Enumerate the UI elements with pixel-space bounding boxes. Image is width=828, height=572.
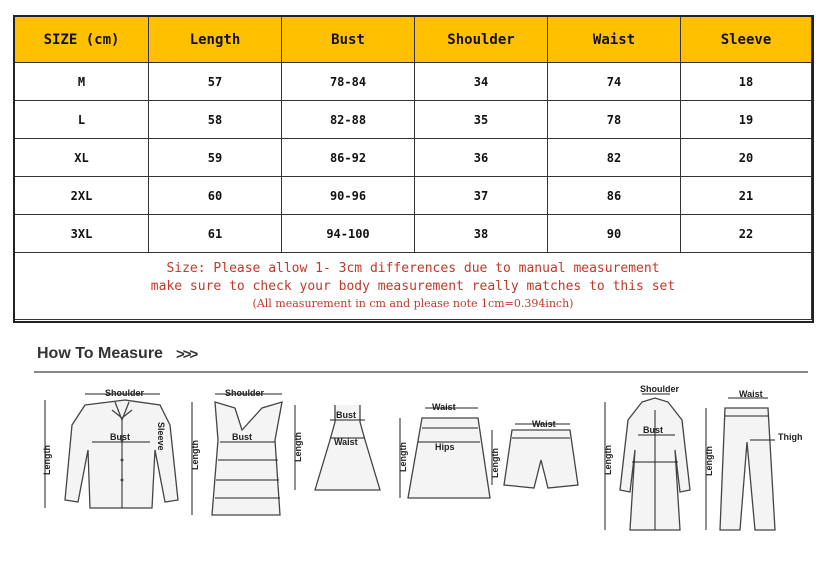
- table-row: [15, 177, 812, 215]
- length-label: Length: [603, 445, 613, 475]
- note-line-1: Size: Please allow 1- 3cm differences due to manual measurement: [166, 261, 660, 276]
- sleeveless-top-figure: [190, 388, 282, 515]
- cell-length: 57: [149, 63, 282, 101]
- cell-waist: 90: [548, 215, 681, 253]
- bust-label: Bust: [643, 425, 663, 435]
- cell-waist: 82: [548, 139, 681, 177]
- cell-shoulder: 35: [415, 101, 548, 139]
- cell-shoulder: 38: [415, 215, 548, 253]
- cell-bust: 86-92: [282, 139, 415, 177]
- how-to-measure-figures: [30, 380, 820, 550]
- shorts-figure: [490, 419, 578, 488]
- size-chart-table: [14, 16, 812, 320]
- header-sleeve: Sleeve: [681, 17, 812, 63]
- length-label: Length: [398, 442, 408, 472]
- note-line-2: make sure to check your body measurement really matches to this set: [150, 279, 676, 294]
- cell-sleeve: 18: [681, 63, 812, 101]
- cell-size: L: [15, 101, 149, 139]
- cell-bust: 82-88: [282, 101, 415, 139]
- table-row: [15, 215, 812, 253]
- length-label: Length: [490, 448, 500, 478]
- hips-label: Hips: [435, 442, 455, 452]
- how-to-measure-title: How To Measure: [37, 345, 163, 362]
- header-bust: Bust: [282, 17, 415, 63]
- header-shoulder: Shoulder: [415, 17, 548, 63]
- waist-label: Waist: [334, 437, 358, 447]
- bust-label: Bust: [110, 432, 130, 442]
- length-label: Length: [704, 446, 714, 476]
- arrows-icon: >>>: [176, 346, 197, 363]
- length-label: Length: [42, 445, 52, 475]
- header-length: Length: [149, 17, 282, 63]
- sleeve-label: Sleeve: [156, 422, 166, 451]
- cell-bust: 94-100: [282, 215, 415, 253]
- length-label: Length: [190, 440, 200, 470]
- cell-sleeve: 21: [681, 177, 812, 215]
- cell-shoulder: 36: [415, 139, 548, 177]
- bust-label: Bust: [336, 410, 356, 420]
- cell-waist: 86: [548, 177, 681, 215]
- trench-coat-figure: [603, 384, 690, 530]
- cell-bust: 90-96: [282, 177, 415, 215]
- blouse-figure: [42, 388, 178, 508]
- header-waist: Waist: [548, 17, 681, 63]
- table-row: [15, 139, 812, 177]
- cell-length: 61: [149, 215, 282, 253]
- divider: [34, 371, 808, 373]
- thigh-label: Thigh: [778, 432, 803, 442]
- cell-size: 2XL: [15, 177, 149, 215]
- note-row: [15, 253, 812, 320]
- cell-size: M: [15, 63, 149, 101]
- cell-shoulder: 34: [415, 63, 548, 101]
- waist-label: Waist: [739, 389, 763, 399]
- table-row: [15, 63, 812, 101]
- cell-size: XL: [15, 139, 149, 177]
- bust-label: Bust: [232, 432, 252, 442]
- shoulder-label: Shoulder: [225, 388, 265, 398]
- camisole-dress-figure: [293, 405, 380, 490]
- length-label: Length: [293, 432, 303, 462]
- cell-length: 59: [149, 139, 282, 177]
- cell-waist: 74: [548, 63, 681, 101]
- cell-sleeve: 19: [681, 101, 812, 139]
- table-row: [15, 101, 812, 139]
- note-line-3: (All measurement in cm and please note 1cm=0.394inch): [252, 297, 574, 310]
- cell-sleeve: 20: [681, 139, 812, 177]
- measurement-note: [15, 253, 812, 320]
- shoulder-label: Shoulder: [640, 384, 680, 394]
- cell-sleeve: 22: [681, 215, 812, 253]
- cell-bust: 78-84: [282, 63, 415, 101]
- header-size: SIZE (cm): [15, 17, 149, 63]
- cell-length: 60: [149, 177, 282, 215]
- trousers-figure: [704, 389, 803, 530]
- cell-shoulder: 37: [415, 177, 548, 215]
- waist-label: Waist: [432, 402, 456, 412]
- shoulder-label: Shoulder: [105, 388, 145, 398]
- cell-size: 3XL: [15, 215, 149, 253]
- table-header-row: [15, 17, 812, 63]
- skirt-figure: [398, 402, 490, 498]
- cell-waist: 78: [548, 101, 681, 139]
- waist-label: Waist: [532, 419, 556, 429]
- cell-length: 58: [149, 101, 282, 139]
